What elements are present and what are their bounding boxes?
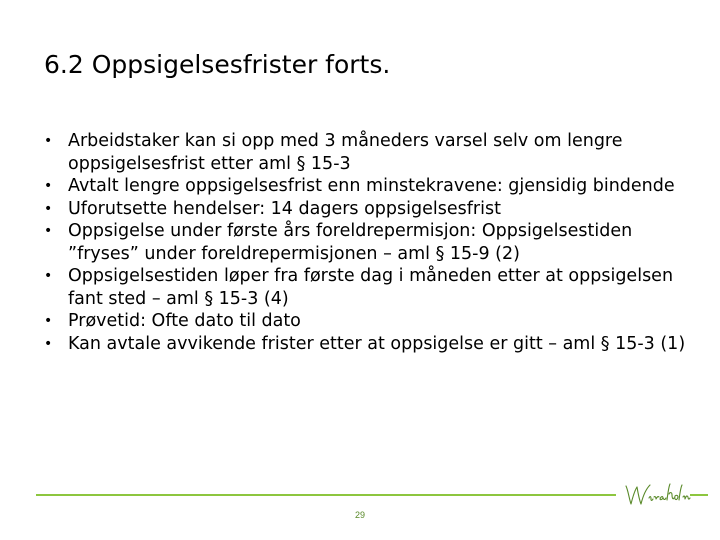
bullet-text: Prøvetid: Ofte dato til dato bbox=[68, 311, 301, 331]
bullet-item bbox=[44, 175, 694, 198]
bullet-text: Oppsigelsestiden løper fra første dag i måneden etter at oppsigelsen fant sted – aml § 15-3 (4) bbox=[68, 266, 674, 309]
bullet-dot: • bbox=[44, 313, 53, 329]
slide-title: 6.2 Oppsigelsesfrister forts. bbox=[44, 50, 391, 79]
footer-divider-right bbox=[690, 494, 708, 496]
bullet-dot: • bbox=[44, 223, 53, 239]
bullet-dot: • bbox=[44, 335, 53, 352]
page-number: 29 bbox=[354, 510, 365, 520]
bullet-dot: • bbox=[44, 178, 53, 194]
footer-divider bbox=[36, 494, 616, 496]
bullet-list bbox=[44, 130, 694, 355]
bullet-item bbox=[44, 130, 694, 175]
bullet-dot: • bbox=[44, 268, 53, 284]
bullet-text: Avtalt lengre oppsigelsesfrist enn minstekravene: gjensidig bindende bbox=[68, 176, 675, 196]
wiersholm-logo-icon bbox=[622, 478, 692, 512]
bullet-item bbox=[44, 220, 694, 265]
bullet-item bbox=[44, 333, 694, 356]
bullet-item bbox=[44, 310, 694, 333]
bullet-dot: • bbox=[44, 200, 53, 217]
bullet-item bbox=[44, 198, 694, 221]
bullet-text: Oppsigelse under første års foreldrepermisjon: Oppsigelsestiden ”fryses” under foreldrepermisjonen – aml § 15-9 (2) bbox=[68, 221, 633, 264]
bullet-item bbox=[44, 265, 694, 310]
bullet-text: Arbeidstaker kan si opp med 3 måneders varsel selv om lengre oppsigelsesfrist etter aml § 15-3 bbox=[68, 131, 623, 174]
bullet-text: Uforutsette hendelser: 14 dagers oppsigelsesfrist bbox=[68, 198, 501, 219]
bullet-dot: • bbox=[44, 133, 53, 149]
bullet-text: Kan avtale avvikende frister etter at oppsigelse er gitt – aml § 15-3 (1) bbox=[68, 333, 686, 354]
